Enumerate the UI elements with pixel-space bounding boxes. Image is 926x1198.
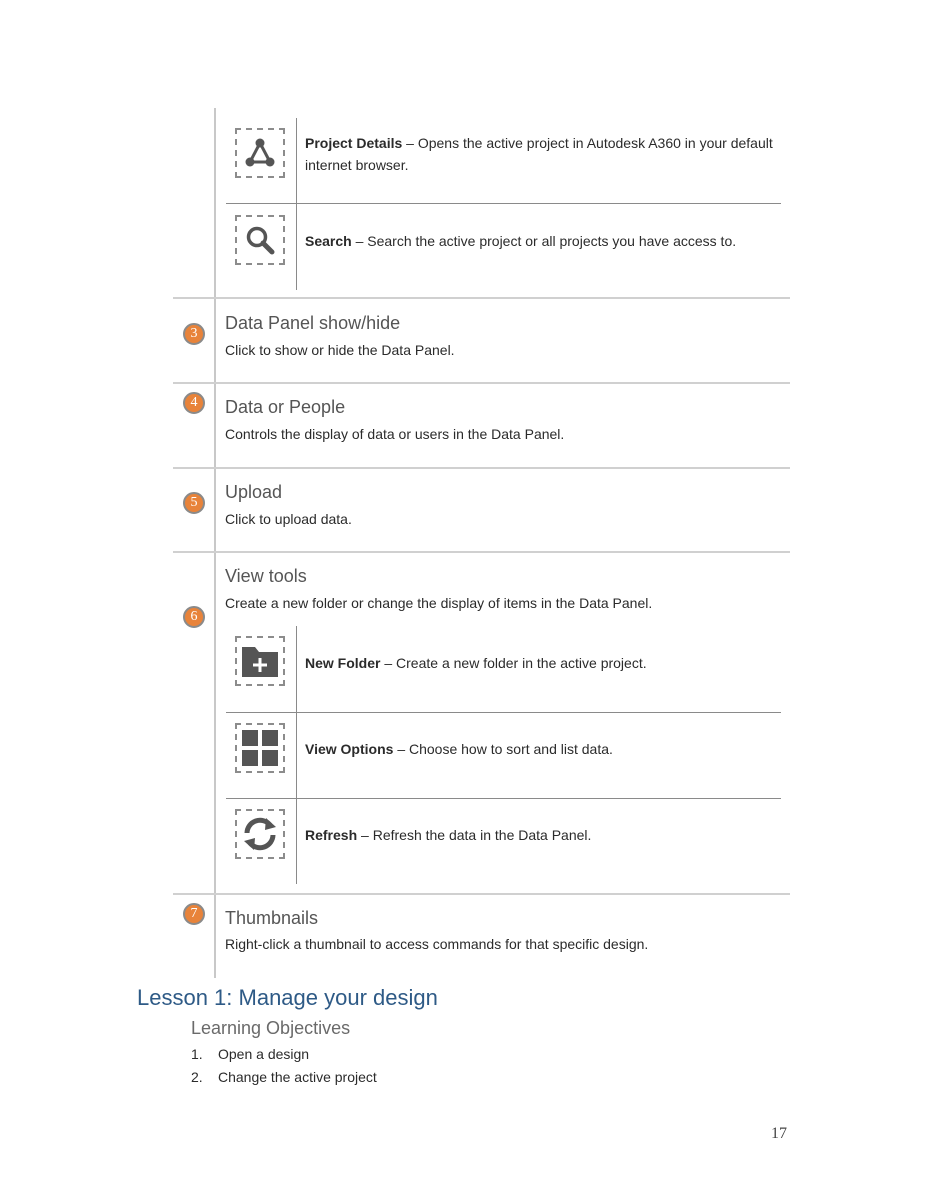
new-folder-icon-box <box>235 636 285 686</box>
step-badge-6: 6 <box>183 606 205 628</box>
row-divider <box>173 382 790 384</box>
list-text: Open a design <box>218 1046 310 1062</box>
section-desc: Right-click a thumbnail to access commands for that specific design. <box>225 936 649 952</box>
tool-name: Project Details <box>305 135 403 151</box>
list-item <box>191 1069 377 1085</box>
refresh-icon-box <box>235 809 285 859</box>
row-divider <box>173 467 790 469</box>
refresh-icon <box>241 815 279 853</box>
subtable-rule-top <box>296 118 297 290</box>
tool-desc: – Opens the active project in Autodesk A360 in your default internet browser. <box>305 135 773 173</box>
tool-view-options <box>305 738 775 760</box>
project-details-icon-box <box>235 128 285 178</box>
row-divider <box>173 551 790 553</box>
section-desc: Click to upload data. <box>225 511 352 527</box>
subtable-divider <box>226 712 781 713</box>
new-folder-icon <box>240 643 280 679</box>
view-options-icon-box <box>235 723 285 773</box>
tool-search <box>305 230 785 252</box>
subtable-rule-view <box>296 626 297 884</box>
tool-name: Search <box>305 233 352 249</box>
list-item <box>191 1046 309 1062</box>
subtable-divider <box>226 203 781 204</box>
step-badge-4: 4 <box>183 392 205 414</box>
section-title: Upload <box>225 482 283 502</box>
project-details-icon <box>243 136 277 170</box>
row-divider <box>173 297 790 299</box>
view-options-icon <box>241 729 279 767</box>
section-desc: Create a new folder or change the display of items in the Data Panel. <box>225 595 653 611</box>
page-number: 17 <box>771 1125 787 1142</box>
lesson-heading: Lesson 1: Manage your design <box>137 985 438 1010</box>
section-title: View tools <box>225 566 307 586</box>
section-title: Data or People <box>225 397 346 417</box>
list-number: 2. <box>191 1069 203 1085</box>
section-title: Thumbnails <box>225 908 319 928</box>
section-desc: Controls the display of data or users in the Data Panel. <box>225 426 565 442</box>
step-badge-7: 7 <box>183 903 205 925</box>
list-number: 1. <box>191 1046 203 1062</box>
tool-new-folder <box>305 652 775 674</box>
tool-refresh <box>305 824 775 846</box>
table-left-rule <box>214 108 216 978</box>
tool-desc: – Refresh the data in the Data Panel. <box>357 827 592 843</box>
tool-desc: – Choose how to sort and list data. <box>393 741 613 757</box>
list-text: Change the active project <box>218 1069 377 1085</box>
step-badge-5: 5 <box>183 492 205 514</box>
step-badge-3: 3 <box>183 323 205 345</box>
tool-name: Refresh <box>305 827 358 843</box>
tool-desc: – Create a new folder in the active project. <box>380 655 647 671</box>
search-icon <box>243 223 277 257</box>
subtable-divider <box>226 798 781 799</box>
section-title: Data Panel show/hide <box>225 313 401 333</box>
tool-name: New Folder <box>305 655 381 671</box>
objectives-heading: Learning Objectives <box>191 1018 351 1038</box>
section-desc: Click to show or hide the Data Panel. <box>225 342 455 358</box>
row-divider <box>173 893 790 895</box>
tool-desc: – Search the active project or all projects you have access to. <box>351 233 737 249</box>
tool-project-details <box>305 132 775 176</box>
search-icon-box <box>235 215 285 265</box>
tool-name: View Options <box>305 741 394 757</box>
